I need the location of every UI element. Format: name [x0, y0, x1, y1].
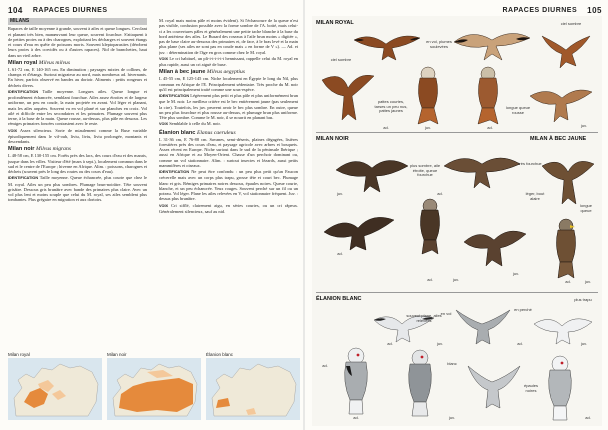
keyed-paragraph: [8, 89, 147, 127]
paragraph-key: IDENTIFICATION: [159, 94, 190, 98]
label-milan-royal: MILAN ROYAL: [316, 20, 354, 26]
plate-annotation: blanc: [447, 361, 457, 366]
plate-annotation: ad.: [487, 125, 493, 130]
milan-royal-flight-illustration: [452, 24, 532, 64]
left-page-number: 104: [8, 5, 23, 15]
body-paragraph: Rapaces de taille moyenne à grande, souvent à ailes et queue longues. Cerclant et planant très bien, manœuvrant leur queue, souvent fourchue. S'attaquent à de petites proies ou à des charognes, exploitant les décharges et souvent étangs et cours d'eau en quête de poissons morts. Souvent kleptoparasites (dérobent leurs proies à des corvidés ou à d'autres rapaces). Nid de branchettes, haut dans un vieil arbre.: [8, 26, 147, 58]
range-map-milan-noir: [107, 352, 201, 422]
plate-annotation: très fourchue: [518, 161, 542, 166]
species-name: Élanion blanc: [159, 129, 196, 136]
plate-annotation: ad.: [387, 341, 393, 346]
plate-annotation: juv.: [453, 277, 459, 282]
plate-annotation: ad.: [437, 191, 443, 196]
milan-noir-perched-illustration: [410, 196, 450, 256]
paragraph-text: Le cri habituel, un pli-i-i-i-i-i-i hennissant, rappelle celui du M. royal en plus rapide, aussi un cri aiguë de buse.: [159, 55, 298, 67]
elanion-perched-illustration: [540, 354, 580, 422]
map-caption: Milan noir: [107, 352, 127, 357]
label-elanion-blanc: ÉLANION BLANC: [316, 296, 362, 302]
milan-royal-perched-illustration: [468, 64, 510, 126]
section-band: MILANS: [8, 18, 147, 25]
paragraph-text: Assez silencieux. Sorte de miaulement comme la Buse variable épisodiquement dans le vif-oub, liviu, liviu, liviu prolongée, montants et descendants.: [8, 127, 147, 144]
keyed-paragraph: [159, 169, 298, 202]
plate-annotation: ciel sombre: [330, 57, 352, 62]
paragraph-key: IDENTIFICATION: [8, 176, 39, 181]
plate-annotation: en vol, plumes soulevées: [426, 39, 452, 49]
plate-annotation: juv.: [513, 271, 519, 276]
plate-annotation: en perché: [514, 307, 532, 312]
plate-annotation: ad.: [585, 415, 591, 420]
species-heading: [8, 146, 147, 153]
range-maps: [8, 352, 300, 422]
right-page-number: 105: [587, 5, 602, 15]
paragraph-key: IDENTIFICATION: [8, 89, 39, 94]
elanion-perched-illustration: [396, 348, 442, 418]
paragraph-key: VOIX: [8, 128, 18, 133]
body-paragraph: L 48-58 cm, E 130-155 cm. Forêts près des lacs, des cours d'eau et des marais, jusque dans les villes. Visiteur d'été (mars à sept.), localement commun dans le sud et le centre de l'Europe ; hiverne en Afrique. Alim. : poissons, charognes et déchets (souvent près le long des routes ou des cours d'eau).: [8, 153, 147, 174]
body-paragraph: L 61-72 cm, E 140-165 cm. En diminution ; paysages mixtes de collines, de champs et d'étangs. Surtout migrateur au nord, mais nombreux ad. hivernants. En hiver, parfois observé en bandes au dortoir. Aliments : petits rongeurs et déchets divers.: [8, 66, 147, 88]
paragraph-text: Semblable à celle du M. noir.: [169, 121, 221, 127]
plate-annotation: ad.: [383, 125, 389, 130]
plate-annotation: juv.: [437, 341, 443, 346]
body-paragraph: L 45-55 cm, E 125-145 cm. Niche localement en Égypte le long du Nil, plus commun en Afrique de l'E. Principalement sédentaire. Très proche du M. noir qu'il est principalement traité comme une sous-espèce.: [159, 76, 298, 92]
plate-annotation: juv.: [581, 341, 587, 346]
paragraph-text: Ne peut être confondu : un peu plus petit qu'un Faucon crécerelle mais avec un corps plus trapu, grosse tête et court bec. Plumage blanc et gris. Rémiges primaires noires dessous, épaules noires. Queue courte, blanche, et un peu échancrée. Yeux rouges. Souvent perché sur un fil ou un poteau. Vol léger. Plane les ailes relevées en V, vol stationnaire fréquent. Juv. : dessus plus brunâtre.: [159, 169, 298, 202]
elanion-flight-illustration: [452, 302, 514, 348]
range-map-milan-royal: [8, 352, 102, 422]
europe-map: [206, 358, 300, 420]
elanion-perched-illustration: [336, 346, 376, 416]
label-milan-bec-jaune: MILAN À BEC JAUNE: [530, 136, 587, 142]
species-latin-name: Elanus caeruleus: [196, 129, 236, 136]
plate-annotation: ad.: [427, 277, 433, 282]
book-gutter: [303, 0, 305, 430]
milan-noir-flight-illustration: [322, 202, 396, 252]
paragraph-key: VOIX: [159, 203, 169, 208]
paragraph-text: Légèrement plus petit et plus pâle et plus uniformément brun que le M. noir. Le meilleur critère est le bec entièrement jaune (pas seulement la cire). Toutefois, les juv. peuvent avoir le bec plus sombre. En outre, queue un peu plus fourchue et plus rousse au-dessus, et plumage brun plus uniforme. Tête plus sombre. Comme le M. noir, il se nourrit en planant bas.: [159, 93, 298, 120]
europe-map: [107, 358, 201, 420]
species-name: Milan noir: [8, 146, 35, 153]
plate-annotation: en vol: [440, 311, 452, 316]
plate-annotation: juv.: [337, 191, 343, 196]
right-running-title: RAPACES DIURNES: [502, 6, 578, 14]
text-column-1: [8, 18, 147, 204]
keyed-paragraph: [159, 203, 298, 215]
keyed-paragraph: [159, 93, 298, 120]
illustration-plate: [312, 16, 602, 426]
text-column-2: [159, 18, 298, 215]
species-latin-name: Milvus migrans: [35, 146, 71, 153]
map-caption: Milan royal: [8, 352, 30, 357]
plate-annotation: plus trapu: [574, 297, 592, 302]
plate-annotation: longue queue: [579, 203, 592, 213]
plate-annotation: épaules noires: [523, 383, 538, 393]
elanion-flight-illustration: [532, 306, 594, 346]
milan-royal-flight-illustration: [528, 76, 594, 124]
species-heading: [159, 130, 298, 137]
plate-annotation: juv.: [425, 125, 431, 130]
body-paragraph: L 31-36 cm, E 76-88 cm. Savanes, semi-déserts, plaines dégagées, lisières forestières près des cours d'eau, et paysage agricole avec arbres et bosquets. Assez récent en Europe. Niche surtout dans le sud de la péninsule Ibérique ; aussi en Afrique et au Moyen-Orient. Chasse d'un perchoir dominant ou, comme un vol stationnaire. Alim. : surtout insectes et lézards, aussi petits mammifères et oiseaux.: [159, 136, 298, 168]
plate-annotation: ciel sombre: [560, 21, 582, 26]
paragraph-key: VOIX: [159, 122, 169, 127]
map-caption: Élanion blanc: [206, 352, 234, 357]
left-running-head: [8, 4, 298, 16]
plate-annotation: ad.: [565, 279, 571, 284]
elanion-flight-illustration: [372, 306, 436, 346]
paragraph-text: Taille moyenne. Longues ailes. Queue longue et profondément échancrée, semblant fourchue. Ailes assez étroites et de largeur uniforme, un peu en coude, la main projetée en avant. Vol léger et planant, mais les ailes arquées. Souvent vu en vol plané et sur planches en croix. Vol ailé et difficile entre les secondaires et les primaires. Plumage souvent plus terne, à la base de la main. Queue rousse, au-dessus, plus pâle en dessous. Les rémiges primaires foncées contrastent avec le reste.: [8, 88, 147, 127]
paragraph-text: Cri sifflé, clairement aigu, en séries courtes, ou un cri râpeux. Généralement silencieux, sauf au nid.: [159, 202, 298, 214]
milan-noir-flight-illustration: [442, 146, 522, 192]
left-running-title: RAPACES DIURNES: [32, 6, 108, 14]
plate-annotation: plus sombre, aile étroite, queue fourchue: [409, 163, 441, 178]
plate-annotation: ad.: [337, 251, 343, 256]
species-name: Milan royal: [8, 59, 38, 66]
species-name: Milan à bec jaune: [159, 69, 206, 76]
plate-annotation: souvent plane, ailes relevées: [406, 313, 442, 323]
milan-royal-flight-illustration: [318, 66, 378, 126]
elanion-flight-illustration: [464, 356, 524, 412]
paragraph-text: Taille moyenne. Queue échancrée, plus courte que chez le M. royal. Ailes un peu plus sombres. Plumage brun-noirâtre. Tête souvent grisâtre. Dessous gris brunâtre avec bande des primaires plus claire. Avec un vol plus lent et moins souple que celui du M. royal, ses ailes semblent plus tombantes. Plus grégaire en migration et aux dortoirs.: [8, 175, 147, 203]
milan-noir-flight-illustration: [334, 146, 410, 194]
section-divider: [316, 132, 598, 133]
keyed-paragraph: [8, 128, 147, 145]
left-text-block: [8, 18, 300, 350]
keyed-paragraph: [8, 175, 147, 202]
label-milan-noir: MILAN NOIR: [316, 136, 349, 142]
species-latin-name: Milvus aegyptius: [206, 69, 245, 76]
species-heading: [159, 69, 298, 76]
keyed-paragraph: [159, 56, 298, 68]
plate-annotation: juv.: [585, 279, 591, 284]
right-running-head: [312, 4, 602, 16]
plate-annotation: ad.: [517, 341, 523, 346]
species-latin-name: Milvus milvus: [38, 59, 71, 66]
milan-royal-perched-illustration: [408, 64, 450, 126]
milan-bec-jaune-perched-illustration: [544, 216, 588, 280]
paragraph-key: VOIX: [159, 56, 169, 61]
paragraph-key: IDENTIFICATION: [159, 170, 190, 174]
plate-annotation: juv.: [449, 415, 455, 420]
species-heading: [8, 60, 147, 67]
milan-royal-flight-illustration: [538, 30, 594, 70]
milan-royal-flight-illustration: [352, 30, 422, 64]
plate-annotation: léger, bout alaire: [525, 191, 545, 201]
europe-map: [8, 358, 102, 420]
milan-noir-flight-illustration: [462, 216, 528, 270]
range-map-elanion-blanc: [206, 352, 300, 422]
plate-annotation: juv.: [581, 123, 587, 128]
plate-annotation: pattes courtes, tarses un peu nus, pattes jaunes: [374, 99, 408, 114]
section-divider: [316, 292, 598, 293]
keyed-paragraph: [159, 121, 298, 127]
plate-annotation: longue queue rousse: [505, 105, 531, 115]
plate-annotation: ad.: [353, 415, 359, 420]
body-paragraph: M. royal mais moins pâle et moins évident). Si l'échancrure de la queue n'est pas visible, confusion possible avec la forme sombre de l'A. botté, mais celui-ci a les couvertures pâles et généralement une petite tache blanche à la base du bord antérieur des ailes. Le Busard des roseaux à l'aile brun moins « digitée », pas de base claire au-dessous des primaires et, de face, à le bras levé et la main plus plane (ses ailes ne sont pas en coude mais « en forme de V »). — Ad. et juv. : détermination de l'âge en gros comme chez le M. royal.: [159, 18, 298, 55]
plate-annotation: ad.: [322, 363, 328, 368]
